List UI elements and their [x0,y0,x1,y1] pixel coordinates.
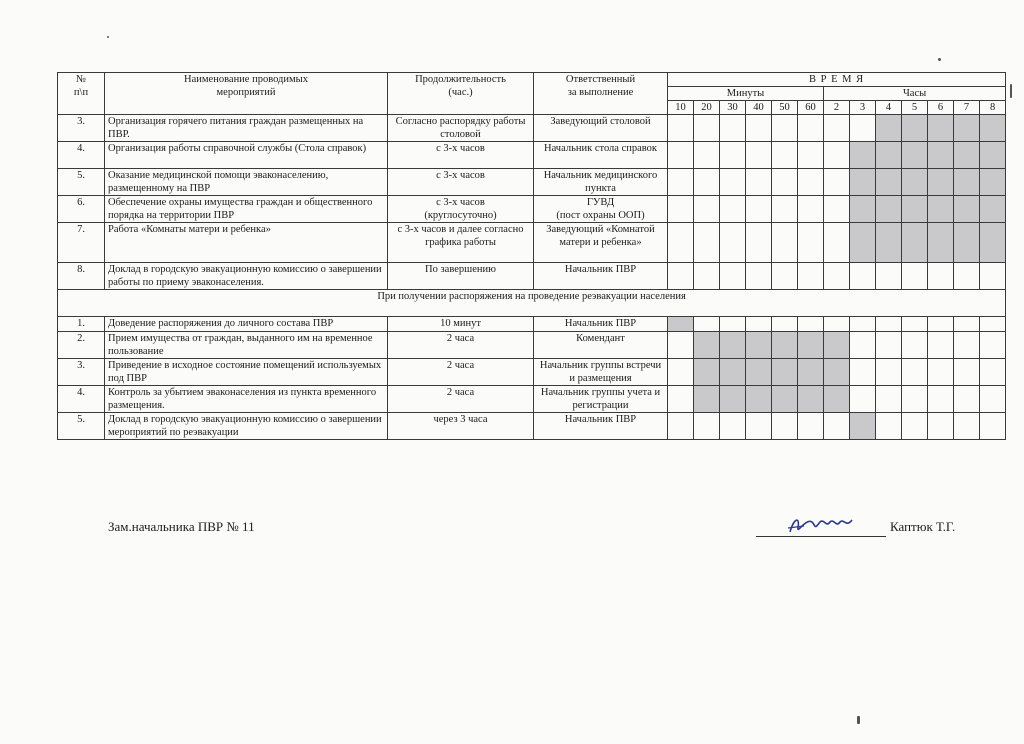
hour-tick: 3 [850,101,876,115]
row-duration: 2 часа [388,332,534,359]
timeline-cell-active [824,332,850,359]
row-activity: Доведение распоряжения до личного состава ПВР [105,317,388,332]
timeline-cell [902,386,928,413]
timeline-cell [850,263,876,290]
row-number: 3. [58,115,105,142]
minute-tick: 10 [668,101,694,115]
table-row [58,142,1006,169]
timeline-cell [980,386,1006,413]
timeline-cell [720,413,746,440]
row-number: 7. [58,223,105,263]
timeline-cell-active [694,386,720,413]
timeline-cell [876,317,902,332]
timeline-cell [694,169,720,196]
timeline-cell-active [746,359,772,386]
row-number: 4. [58,142,105,169]
timeline-cell-active [876,196,902,223]
timeline-cell-active [694,332,720,359]
table-row [58,413,1006,440]
signer-name: Каптюк Т.Г. [890,519,956,534]
hour-tick: 7 [954,101,980,115]
row-activity: Организация работы справочной службы (Стола справок) [105,142,388,169]
timeline-cell [798,115,824,142]
header-duration: Продолжительность (час.) [388,73,534,115]
timeline-cell-active [980,223,1006,263]
timeline-cell [928,263,954,290]
row-activity: Доклад в городскую эвакуационную комиссию о завершении работы по приему эваконаселения. [105,263,388,290]
timeline-cell [772,223,798,263]
timeline-cell [772,169,798,196]
timeline-cell-active [902,169,928,196]
timeline-cell-active [902,223,928,263]
header-time: В Р Е М Я [668,73,1006,87]
row-number: 5. [58,413,105,440]
timeline-cell [980,359,1006,386]
table-row [58,332,1006,359]
row-responsible: Заведующий «Комнатой матери и ребенка» [534,223,668,263]
row-activity: Оказание медицинской помощи эваконаселению, размещенному на ПВР [105,169,388,196]
timeline-cell [824,413,850,440]
hour-tick: 8 [980,101,1006,115]
timeline-cell [850,115,876,142]
row-responsible: Начальник группы учета и регистрации [534,386,668,413]
timeline-cell-active [928,223,954,263]
timeline-cell [694,317,720,332]
timeline-cell-active [824,386,850,413]
timeline-cell [824,263,850,290]
timeline-cell [694,223,720,263]
timeline-cell-active [746,386,772,413]
timeline-cell [928,317,954,332]
timeline-cell-active [954,223,980,263]
scan-speck [107,36,109,38]
minute-tick: 40 [746,101,772,115]
timeline-cell-active [720,359,746,386]
table-row [58,196,1006,223]
minute-tick: 50 [772,101,798,115]
timeline-cell-active [876,115,902,142]
timeline-cell [668,142,694,169]
timeline-cell [850,332,876,359]
scan-speck [938,58,941,61]
row-activity: Организация горячего питания граждан размещенных на ПВР. [105,115,388,142]
section-title: При получении распоряжения на проведение реэвакуации населения [58,290,1006,317]
timeline-cell [772,317,798,332]
timeline-cell [824,169,850,196]
row-number: 6. [58,196,105,223]
row-responsible: Заведующий столовой [534,115,668,142]
timeline-cell [746,169,772,196]
timeline-cell [980,263,1006,290]
timeline-cell-active [980,169,1006,196]
row-responsible: ГУВД (пост охраны ООП) [534,196,668,223]
timeline-cell [720,196,746,223]
timeline-cell [850,386,876,413]
row-duration: 10 минут [388,317,534,332]
signature-line [756,536,886,537]
timeline-cell-active [668,317,694,332]
row-number: 8. [58,263,105,290]
timeline-cell [876,263,902,290]
row-duration: Согласно распорядку работы столовой [388,115,534,142]
timeline-cell-active [954,142,980,169]
timeline-cell-active [850,196,876,223]
timeline-cell-active [772,359,798,386]
timeline-cell [954,317,980,332]
timeline-cell-active [694,359,720,386]
row-responsible: Комендант [534,332,668,359]
timeline-cell [798,317,824,332]
header-responsible: Ответственный за выполнение [534,73,668,115]
hour-tick: 4 [876,101,902,115]
timeline-cell [980,317,1006,332]
timeline-cell [954,413,980,440]
table-row [58,317,1006,332]
timeline-cell [746,142,772,169]
timeline-cell-active [928,196,954,223]
timeline-cell [798,263,824,290]
timeline-cell-active [928,115,954,142]
header-name: Наименование проводимых мероприятий [105,73,388,115]
timeline-cell-active [746,332,772,359]
timeline-cell [668,413,694,440]
timeline-cell [798,142,824,169]
schedule-table [57,72,1006,440]
row-activity: Прием имущества от граждан, выданного им на временное пользование [105,332,388,359]
timeline-cell [772,115,798,142]
timeline-cell [954,332,980,359]
timeline-cell [798,169,824,196]
timeline-cell [902,359,928,386]
timeline-cell [720,223,746,263]
table-row [58,169,1006,196]
timeline-cell [746,317,772,332]
timeline-cell [772,263,798,290]
timeline-cell [980,332,1006,359]
row-responsible: Начальник группы встречи и размещения [534,359,668,386]
timeline-cell [746,263,772,290]
timeline-cell [902,413,928,440]
timeline-cell [954,386,980,413]
timeline-cell-active [720,332,746,359]
timeline-cell-active [980,115,1006,142]
timeline-cell-active [902,142,928,169]
scan-speck [857,716,860,724]
timeline-cell [694,115,720,142]
scan-speck [1010,84,1012,98]
timeline-cell-active [980,196,1006,223]
timeline-cell-active [850,223,876,263]
signature-block [756,510,976,540]
row-duration: с 3-х часов [388,169,534,196]
timeline-cell [746,196,772,223]
timeline-cell-active [876,142,902,169]
header-hours: Часы [824,87,1006,101]
row-number: 3. [58,359,105,386]
header-num: № п\п [58,73,105,115]
timeline-cell [668,223,694,263]
timeline-cell [772,142,798,169]
timeline-cell-active [954,115,980,142]
timeline-cell [720,169,746,196]
timeline-cell [824,223,850,263]
timeline-cell [824,115,850,142]
row-responsible: Начальник стола справок [534,142,668,169]
row-duration: 2 часа [388,359,534,386]
table-row [58,223,1006,263]
timeline-cell [746,413,772,440]
timeline-cell [876,359,902,386]
timeline-cell [876,413,902,440]
row-activity: Обеспечение охраны имущества граждан и общественного порядка на территории ПВР [105,196,388,223]
hour-tick: 6 [928,101,954,115]
row-activity: Приведение в исходное состояние помещений используемых под ПВР [105,359,388,386]
timeline-cell [668,386,694,413]
timeline-cell [798,413,824,440]
timeline-cell-active [928,169,954,196]
row-duration: с 3-х часов (круглосуточно) [388,196,534,223]
timeline-cell-active [850,169,876,196]
timeline-cell [720,142,746,169]
section-row [58,290,1006,317]
timeline-cell [720,317,746,332]
timeline-cell-active [798,359,824,386]
timeline-cell [902,317,928,332]
table-row [58,263,1006,290]
timeline-cell [902,332,928,359]
row-number: 5. [58,169,105,196]
row-activity: Доклад в городскую эвакуационную комиссию о завершении мероприятий по реэвакуации [105,413,388,440]
timeline-cell [694,413,720,440]
row-activity: Работа «Комнаты матери и ребенка» [105,223,388,263]
timeline-cell [668,263,694,290]
timeline-cell [954,359,980,386]
timeline-cell-active [850,142,876,169]
row-duration: через 3 часа [388,413,534,440]
timeline-cell [668,115,694,142]
row-number: 1. [58,317,105,332]
timeline-cell [720,115,746,142]
timeline-cell [668,196,694,223]
timeline-cell [746,115,772,142]
timeline-cell-active [876,223,902,263]
table-row [58,386,1006,413]
row-responsible: Начальник ПВР [534,317,668,332]
table-row [58,115,1006,142]
timeline-cell-active [928,142,954,169]
row-activity: Контроль за убытием эваконаселения из пункта временного размещения. [105,386,388,413]
timeline-cell-active [850,413,876,440]
timeline-cell [928,332,954,359]
timeline-cell [746,223,772,263]
timeline-cell [772,413,798,440]
header-minutes: Минуты [668,87,824,101]
timeline-cell [928,413,954,440]
timeline-cell-active [772,332,798,359]
timeline-cell [824,142,850,169]
hour-tick: 2 [824,101,850,115]
timeline-cell-active [798,386,824,413]
row-duration: 2 часа [388,386,534,413]
hour-tick: 5 [902,101,928,115]
row-responsible: Начальник ПВР [534,263,668,290]
timeline-cell [850,317,876,332]
timeline-cell [668,359,694,386]
minute-tick: 60 [798,101,824,115]
timeline-cell [928,386,954,413]
timeline-cell [876,386,902,413]
row-duration: с 3-х часов и далее согласно графика работы [388,223,534,263]
timeline-cell [980,413,1006,440]
timeline-cell [876,332,902,359]
timeline-cell [928,359,954,386]
timeline-cell [772,196,798,223]
timeline-cell [824,317,850,332]
timeline-cell [694,142,720,169]
timeline-cell [824,196,850,223]
timeline-cell-active [902,115,928,142]
minute-tick: 20 [694,101,720,115]
timeline-cell [668,332,694,359]
minute-tick: 30 [720,101,746,115]
timeline-cell [798,196,824,223]
timeline-cell [850,359,876,386]
timeline-cell [902,263,928,290]
row-responsible: Начальник ПВР [534,413,668,440]
timeline-cell [720,263,746,290]
timeline-cell-active [720,386,746,413]
timeline-cell-active [876,169,902,196]
row-number: 2. [58,332,105,359]
row-duration: с 3-х часов [388,142,534,169]
timeline-cell-active [824,359,850,386]
timeline-cell [954,263,980,290]
table-row [58,359,1006,386]
timeline-cell-active [902,196,928,223]
row-duration: По завершению [388,263,534,290]
row-number: 4. [58,386,105,413]
timeline-cell [798,223,824,263]
timeline-cell-active [772,386,798,413]
timeline-cell [668,169,694,196]
timeline-cell [694,196,720,223]
timeline-cell [694,263,720,290]
footer-position: Зам.начальника ПВР № 11 [108,519,255,534]
timeline-cell-active [954,196,980,223]
row-responsible: Начальник медицинского пункта [534,169,668,196]
timeline-cell-active [798,332,824,359]
timeline-cell-active [954,169,980,196]
timeline-cell-active [980,142,1006,169]
